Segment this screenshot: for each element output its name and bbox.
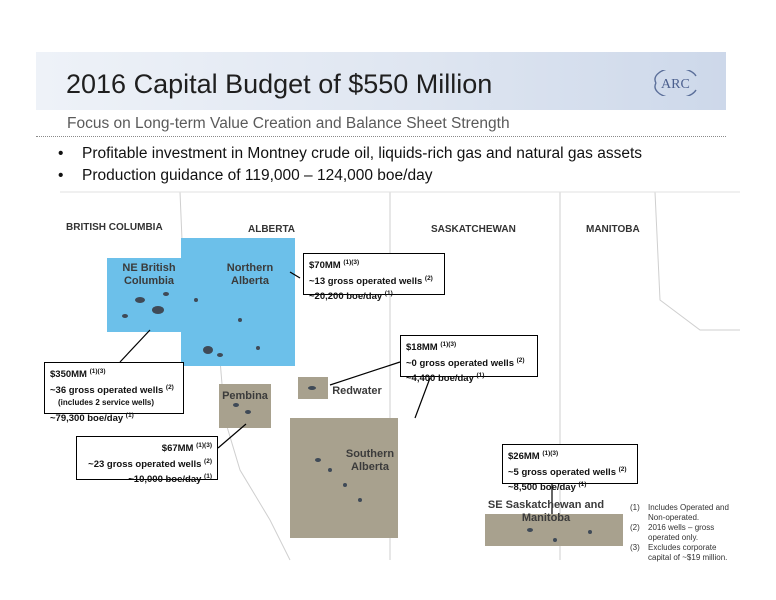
province-label-saskatchewan: SASKATCHEWAN (431, 224, 516, 235)
province-label-manitoba: MANITOBA (586, 224, 640, 235)
callout-redwater: $18MM $^{(1)(3)}$ ~0 gross operated wells $^{(2)}$ ~4,400 boe/day $^{(1)}$ (400, 335, 538, 377)
mb-east-border (655, 192, 740, 330)
region-label-pembina: Pembina (222, 390, 268, 402)
callout-pembina: $67MM $^{(1)(3)}$ ~23 gross operated wells $^{(2)}$ ~10,000 boe/day $^{(1)}$ (76, 436, 218, 480)
footnote: (1) Includes Operated and Non-operated. (630, 503, 729, 522)
region-label-ne-bc: NE British Columbia (122, 262, 176, 287)
callout-se-sask: $26MM $^{(1)(3)}$ ~5 gross operated wells $^{(2)}$ ~8,500 boe/day $^{(1)}$ (502, 444, 638, 484)
footnote: (3) Excludes corporate capital of ~$19 million. (630, 543, 728, 562)
bullet-text: Production guidance of 119,000 – 124,000 boe/day (82, 167, 433, 184)
leader-ne-bc (120, 330, 150, 362)
region-southern-alberta (290, 418, 398, 538)
bullet-marker: • (58, 145, 64, 162)
bullet-marker: • (58, 167, 64, 184)
province-label-alberta: ALBERTA (248, 224, 296, 235)
region-label-redwater: Redwater (332, 385, 382, 397)
page-subtitle: Focus on Long-term Value Creation and Balance Sheet Strength (67, 115, 510, 132)
region-label-southern-alberta: Southern Alberta (345, 448, 395, 473)
region-label-se-sask: SE Saskatchewan and Manitoba (487, 499, 605, 524)
bullet-text: Profitable investment in Montney crude oil, liquids-rich gas and natural gas assets (82, 145, 643, 162)
footnotes (630, 503, 734, 563)
page-title: 2016 Capital Budget of $550 Million (66, 69, 493, 99)
callout-ne-bc: $350MM $^{(1)(3)}$ ~36 gross operated wells $^{(2)}$ (includes 2 service wells) ~79,300 boe/day $^{(1)}$ (44, 362, 184, 414)
callout-northern-alberta: $70MM $^{(1)(3)}$ ~13 gross operated wells $^{(2)}$ ~20,200 boe/day $^{(1)}$ (303, 253, 445, 295)
region-northern-alberta (181, 238, 295, 366)
logo-text: ARC (661, 77, 690, 92)
province-label-bc: BRITISH COLUMBIA (66, 222, 163, 233)
region-label-northern-alberta: Northern Alberta (226, 262, 274, 287)
footnote: (2) 2016 wells – gross operated only. (630, 523, 715, 542)
